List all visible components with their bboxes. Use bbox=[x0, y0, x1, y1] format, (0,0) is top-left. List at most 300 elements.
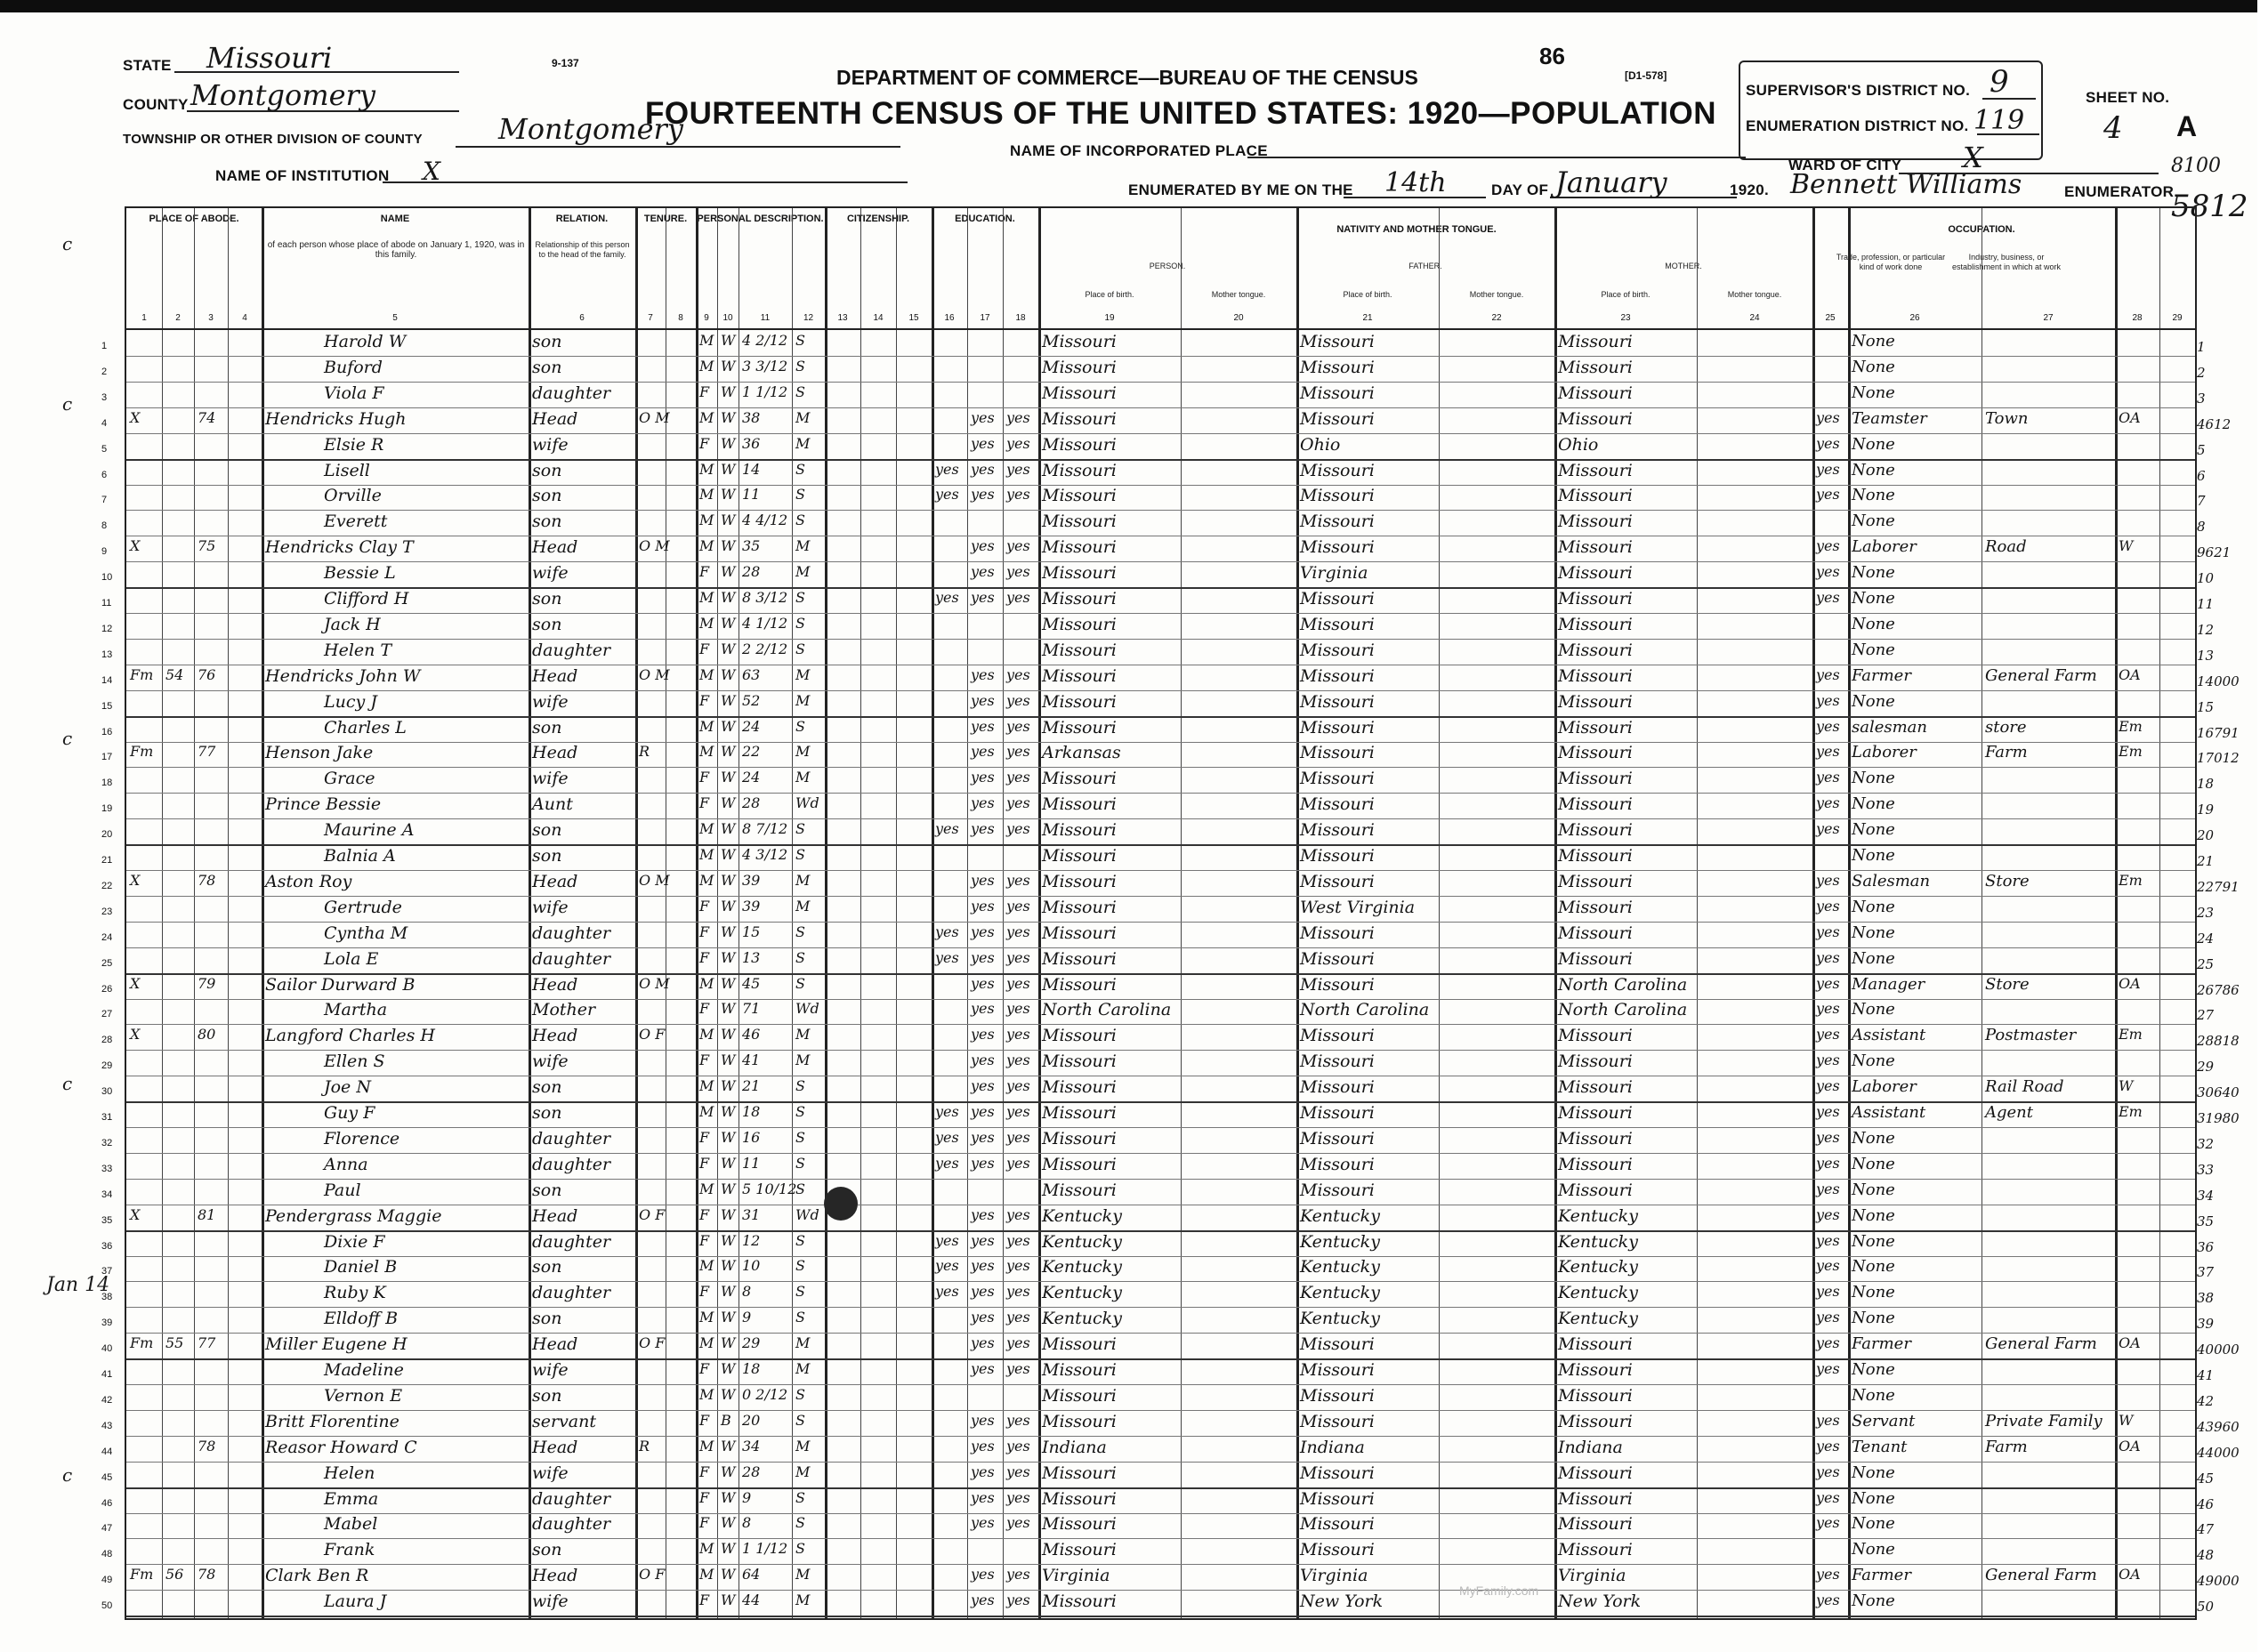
name-cell: Vernon E bbox=[324, 1385, 403, 1406]
read-cell: yes bbox=[971, 1334, 995, 1352]
employer-cell: OA bbox=[2119, 974, 2141, 992]
sheet-side: A bbox=[2176, 110, 2198, 142]
father-birthplace-cell: Virginia bbox=[1300, 1566, 1368, 1586]
occupation-cell: None bbox=[1852, 691, 1895, 711]
abode-mark-cell: Fm bbox=[130, 1334, 154, 1352]
mother-mother-tongue: Mother tongue. bbox=[1727, 290, 1782, 299]
line-number: 45 bbox=[101, 1471, 113, 1483]
table-row bbox=[101, 1590, 2215, 1617]
mother-birthplace-cell: Kentucky bbox=[1558, 1257, 1638, 1277]
relation-cell: wife bbox=[532, 1052, 569, 1072]
mother-birthplace-cell: Missouri bbox=[1558, 717, 1633, 737]
relation-cell: Head bbox=[532, 1437, 578, 1457]
relation-cell: son bbox=[532, 357, 562, 377]
age-cell: 22 bbox=[742, 743, 761, 761]
mother-birthplace-cell: Missouri bbox=[1558, 820, 1633, 841]
right-margin-note: 37 bbox=[2197, 1264, 2215, 1281]
race-cell: W bbox=[721, 691, 736, 709]
read-cell: yes bbox=[971, 1231, 995, 1249]
occupation-cell: None bbox=[1852, 1385, 1895, 1405]
father-birthplace-cell: Missouri bbox=[1300, 589, 1375, 608]
column-number: 11 bbox=[760, 313, 771, 323]
write-cell: yes bbox=[1006, 923, 1030, 940]
write-cell: yes bbox=[1006, 948, 1030, 966]
age-cell: 35 bbox=[742, 537, 761, 555]
column-number: 15 bbox=[908, 313, 919, 323]
right-margin-note: 39 bbox=[2197, 1316, 2215, 1333]
father-birthplace-cell: Missouri bbox=[1300, 460, 1375, 480]
column-number: 18 bbox=[1015, 313, 1026, 323]
father-birthplace-cell: Missouri bbox=[1300, 486, 1375, 506]
birthplace-cell: Missouri bbox=[1042, 1463, 1117, 1483]
tenure-cell: O M bbox=[639, 408, 670, 426]
write-cell: yes bbox=[1006, 434, 1030, 452]
scan-border bbox=[0, 0, 2257, 12]
table-row bbox=[101, 998, 2215, 1025]
mother-birthplace-cell: North Carolina bbox=[1558, 1000, 1688, 1020]
age-cell: 5 10/12 bbox=[742, 1180, 797, 1197]
tenure-cell: O M bbox=[639, 974, 670, 992]
occupation-cell: None bbox=[1852, 846, 1895, 865]
group-relation: RELATION. bbox=[555, 214, 609, 224]
relation-cell: wife bbox=[532, 563, 569, 584]
line-number: 24 bbox=[101, 931, 113, 943]
father-birthplace-cell: Missouri bbox=[1300, 383, 1375, 403]
line-number: 11 bbox=[101, 598, 112, 608]
sex-cell: F bbox=[699, 1128, 710, 1146]
name-cell: Pendergrass Maggie bbox=[265, 1205, 442, 1226]
age-cell: 2 2/12 bbox=[742, 640, 788, 657]
family-number-cell: 78 bbox=[198, 871, 216, 889]
write-cell: yes bbox=[1006, 537, 1030, 555]
occupation-cell: None bbox=[1852, 1488, 1895, 1508]
sex-cell: F bbox=[699, 1052, 710, 1069]
speaks-english-cell: yes bbox=[1816, 1000, 1840, 1018]
sex-cell: M bbox=[699, 1180, 714, 1197]
corner-note: 8100 bbox=[2171, 155, 2221, 177]
column-number: 27 bbox=[2043, 313, 2054, 323]
birthplace-cell: Missouri bbox=[1042, 665, 1117, 686]
occupation-cell: None bbox=[1852, 1309, 1895, 1328]
sex-cell: M bbox=[699, 974, 714, 992]
race-cell: W bbox=[721, 1000, 736, 1018]
jan-margin-note: Jan 14 bbox=[46, 1274, 110, 1296]
abode-mark-cell: X bbox=[130, 871, 141, 889]
relation-cell: Mother bbox=[532, 1000, 596, 1020]
dwelling-number-cell: 56 bbox=[165, 1566, 184, 1584]
speaks-english-cell: yes bbox=[1816, 1463, 1840, 1480]
table-row bbox=[101, 1255, 2215, 1282]
table-row bbox=[101, 1462, 2215, 1489]
right-margin-note: 38 bbox=[2197, 1290, 2215, 1307]
race-cell: W bbox=[721, 614, 736, 632]
tenure-cell: R bbox=[639, 1437, 650, 1455]
employer-cell: Em bbox=[2119, 743, 2143, 761]
marital-status-cell: M bbox=[795, 897, 811, 915]
marital-status-cell: S bbox=[795, 1385, 805, 1403]
mother-birthplace-cell: Missouri bbox=[1558, 486, 1633, 506]
occupation-cell: None bbox=[1852, 589, 1895, 608]
race-cell: W bbox=[721, 1334, 736, 1352]
birthplace-cell: Virginia bbox=[1042, 1566, 1110, 1586]
column-number: 14 bbox=[873, 313, 884, 323]
birthplace-cell: Kentucky bbox=[1042, 1231, 1122, 1252]
father-birthplace-cell: Missouri bbox=[1300, 332, 1375, 351]
birthplace-cell: Missouri bbox=[1042, 383, 1117, 403]
sex-cell: M bbox=[699, 717, 714, 735]
write-cell: yes bbox=[1006, 691, 1030, 709]
speaks-english-cell: yes bbox=[1816, 769, 1840, 786]
name-cell: Charles L bbox=[324, 717, 407, 737]
father-birthplace-cell: Missouri bbox=[1300, 357, 1375, 377]
speaks-english-cell: yes bbox=[1816, 537, 1840, 555]
relation-cell: wife bbox=[532, 1360, 569, 1380]
margin-mark-3: c bbox=[62, 728, 73, 749]
age-cell: 28 bbox=[742, 794, 761, 812]
speaks-english-cell: yes bbox=[1816, 1334, 1840, 1352]
table-row bbox=[101, 1179, 2215, 1205]
form-code: [D1-578] bbox=[1625, 69, 1667, 82]
tenure-cell: R bbox=[639, 743, 650, 761]
race-cell: W bbox=[721, 563, 736, 581]
margin-mark-1: c bbox=[62, 233, 73, 254]
table-row bbox=[101, 1384, 2215, 1411]
industry-cell: Town bbox=[1985, 408, 2029, 428]
birthplace-cell: North Carolina bbox=[1042, 1000, 1172, 1020]
father-birthplace-cell: Missouri bbox=[1300, 1360, 1375, 1380]
employer-cell: OA bbox=[2119, 408, 2141, 426]
line-number: 23 bbox=[101, 906, 113, 917]
right-margin-note: 21 bbox=[2197, 853, 2215, 869]
line-number: 39 bbox=[101, 1318, 113, 1329]
line-number: 40 bbox=[101, 1343, 113, 1355]
right-margin-note: 29 bbox=[2197, 1059, 2215, 1076]
father-birthplace-cell: Missouri bbox=[1300, 1103, 1375, 1123]
sex-cell: M bbox=[699, 1437, 714, 1455]
group-tenure: TENURE. bbox=[643, 214, 688, 224]
line-number: 27 bbox=[101, 1009, 113, 1020]
occupation-cell: None bbox=[1852, 897, 1895, 916]
marital-status-cell: M bbox=[795, 1437, 811, 1455]
table-row bbox=[101, 973, 2240, 1000]
dwelling-number-cell: 55 bbox=[165, 1334, 184, 1352]
marital-status-cell: S bbox=[795, 512, 805, 529]
relation-cell: son bbox=[532, 1103, 562, 1123]
column-number: 20 bbox=[1233, 313, 1244, 323]
industry-subhead: Industry, business, or establishment in which at work bbox=[1951, 253, 2062, 271]
father-birthplace-cell: Missouri bbox=[1300, 1077, 1375, 1098]
read-cell: yes bbox=[971, 1566, 995, 1584]
line-number: 2 bbox=[101, 366, 108, 377]
read-cell: yes bbox=[971, 1437, 995, 1455]
sex-cell: M bbox=[699, 1077, 714, 1095]
birthplace-cell: Missouri bbox=[1042, 974, 1117, 995]
father-birthplace-cell: Missouri bbox=[1300, 1154, 1375, 1174]
age-cell: 1 1/12 bbox=[742, 383, 788, 400]
mother-birthplace-cell: Missouri bbox=[1558, 1411, 1633, 1431]
relation-cell: Head bbox=[532, 974, 578, 995]
family-number-cell: 79 bbox=[198, 974, 216, 992]
mother-birthplace-cell: Kentucky bbox=[1558, 1205, 1638, 1226]
father-birthplace-cell: Missouri bbox=[1300, 717, 1375, 737]
occupation-cell: None bbox=[1852, 1205, 1895, 1225]
birthplace-cell: Kentucky bbox=[1042, 1205, 1122, 1226]
father-birthplace-cell: North Carolina bbox=[1300, 1000, 1430, 1020]
race-cell: W bbox=[721, 846, 736, 863]
margin-mark-2: c bbox=[62, 393, 73, 415]
table-row bbox=[101, 1153, 2215, 1180]
birthplace-cell: Missouri bbox=[1042, 1154, 1117, 1174]
sex-cell: F bbox=[699, 563, 710, 581]
right-margin-note: 5 bbox=[2197, 441, 2206, 458]
sex-cell: M bbox=[699, 332, 714, 349]
write-cell: yes bbox=[1006, 769, 1030, 786]
marital-status-cell: M bbox=[795, 1334, 811, 1352]
mother-birthplace-cell: Missouri bbox=[1558, 948, 1633, 969]
column-number: 1 bbox=[141, 313, 147, 323]
right-margin-note: 3 bbox=[2197, 390, 2206, 407]
relation-cell: daughter bbox=[532, 948, 611, 969]
attended-school-cell: yes bbox=[935, 820, 959, 838]
mother-birthplace-cell: Missouri bbox=[1558, 1334, 1633, 1355]
family-number-cell: 78 bbox=[198, 1437, 216, 1455]
mother-birthplace-cell: Missouri bbox=[1558, 614, 1633, 634]
father-birthplace-cell: Missouri bbox=[1300, 537, 1375, 558]
sex-cell: M bbox=[699, 486, 714, 504]
sex-cell: M bbox=[699, 537, 714, 555]
write-cell: yes bbox=[1006, 1000, 1030, 1018]
age-cell: 29 bbox=[742, 1334, 761, 1352]
father-birthplace-cell: Missouri bbox=[1300, 948, 1375, 969]
employer-cell: OA bbox=[2119, 1566, 2141, 1584]
table-row bbox=[101, 1230, 2215, 1257]
attended-school-cell: yes bbox=[935, 1283, 959, 1301]
relation-cell: Head bbox=[532, 1205, 578, 1226]
line-number: 28 bbox=[101, 1035, 113, 1046]
write-cell: yes bbox=[1006, 1360, 1030, 1377]
speaks-english-cell: yes bbox=[1816, 794, 1840, 812]
write-cell: yes bbox=[1006, 460, 1030, 478]
read-cell: yes bbox=[971, 1000, 995, 1018]
column-number: 29 bbox=[2172, 313, 2183, 323]
race-cell: W bbox=[721, 1360, 736, 1377]
age-cell: 8 bbox=[742, 1514, 752, 1532]
mother-birthplace-cell: Missouri bbox=[1558, 460, 1633, 480]
birthplace-cell: Missouri bbox=[1042, 923, 1117, 943]
mother-birthplace-cell: Missouri bbox=[1558, 691, 1633, 712]
speaks-english-cell: yes bbox=[1816, 434, 1840, 452]
write-cell: yes bbox=[1006, 1257, 1030, 1275]
age-cell: 71 bbox=[742, 1000, 761, 1018]
write-cell: yes bbox=[1006, 1077, 1030, 1095]
father-birthplace-cell: Missouri bbox=[1300, 871, 1375, 891]
industry-cell: Store bbox=[1985, 974, 2030, 994]
table-row bbox=[101, 459, 2206, 486]
sex-cell: M bbox=[699, 1385, 714, 1403]
mother-birthplace-cell: Missouri bbox=[1558, 1180, 1633, 1200]
abode-mark-cell: Fm bbox=[130, 743, 154, 761]
page-number: 86 bbox=[1539, 43, 1565, 69]
county-value: Montgomery bbox=[190, 78, 375, 112]
supervisor-value: 9 bbox=[1990, 64, 2009, 100]
family-number-cell: 78 bbox=[198, 1566, 216, 1584]
line-number: 17 bbox=[101, 752, 113, 763]
census-title: FOURTEENTH CENSUS OF THE UNITED STATES: 1920—POPULATION bbox=[645, 96, 1716, 131]
mother-birthplace-cell: Missouri bbox=[1558, 357, 1633, 377]
right-margin-note: 2 bbox=[2197, 364, 2206, 381]
read-cell: yes bbox=[971, 820, 995, 838]
census-rows bbox=[101, 330, 2240, 1618]
line-number: 36 bbox=[101, 1240, 113, 1252]
margin-mark-4: c bbox=[62, 1073, 73, 1094]
line-number: 30 bbox=[101, 1086, 113, 1098]
name-cell: Paul bbox=[324, 1180, 361, 1200]
race-cell: W bbox=[721, 1205, 736, 1223]
line-number: 5 bbox=[101, 443, 108, 455]
industry-cell: Store bbox=[1985, 871, 2030, 890]
race-cell: W bbox=[721, 460, 736, 478]
person-mother-tongue: Mother tongue. bbox=[1211, 290, 1266, 299]
sex-cell: M bbox=[699, 1257, 714, 1275]
write-cell: yes bbox=[1006, 1205, 1030, 1223]
sex-cell: F bbox=[699, 383, 710, 400]
table-row bbox=[101, 330, 2206, 357]
occupation-cell: Laborer bbox=[1852, 1077, 1917, 1097]
column-number: 6 bbox=[579, 313, 585, 323]
line-number: 20 bbox=[101, 829, 113, 841]
right-margin-note: 31980 bbox=[2197, 1110, 2240, 1126]
sex-cell: M bbox=[699, 820, 714, 838]
marital-status-cell: M bbox=[795, 1592, 811, 1609]
right-margin-note: 35 bbox=[2197, 1213, 2215, 1229]
age-cell: 11 bbox=[742, 486, 761, 504]
read-cell: yes bbox=[971, 408, 995, 426]
relation-cell: daughter bbox=[532, 1283, 611, 1303]
age-cell: 63 bbox=[742, 665, 761, 683]
age-cell: 3 3/12 bbox=[742, 357, 788, 375]
occupation-cell: None bbox=[1852, 460, 1895, 479]
birthplace-cell: Missouri bbox=[1042, 794, 1117, 815]
sex-cell: M bbox=[699, 846, 714, 863]
name-cell: Aston Roy bbox=[265, 871, 352, 891]
relation-cell: Head bbox=[532, 871, 578, 891]
sex-cell: F bbox=[699, 1514, 710, 1532]
age-cell: 16 bbox=[742, 1128, 761, 1146]
speaks-english-cell: yes bbox=[1816, 460, 1840, 478]
watermark: MyFamily.com bbox=[1459, 1584, 1539, 1598]
table-row bbox=[101, 665, 2240, 691]
marital-status-cell: S bbox=[795, 589, 805, 606]
table-row bbox=[101, 561, 2215, 589]
right-margin-note: 36 bbox=[2197, 1238, 2215, 1255]
line-number: 35 bbox=[101, 1214, 113, 1226]
group-education: EDUCATION. bbox=[955, 214, 1015, 224]
name-cell: Everett bbox=[324, 512, 388, 532]
right-margin-note: 25 bbox=[2197, 955, 2215, 972]
write-cell: yes bbox=[1006, 1566, 1030, 1584]
right-margin-note: 10 bbox=[2197, 570, 2215, 587]
father-birthplace-cell: Missouri bbox=[1300, 1514, 1375, 1535]
write-cell: yes bbox=[1006, 1592, 1030, 1609]
attended-school-cell: yes bbox=[935, 460, 959, 478]
father-place-of-birth: Place of birth. bbox=[1343, 290, 1392, 299]
name-cell: Daniel B bbox=[324, 1257, 398, 1277]
marital-status-cell: S bbox=[795, 1514, 805, 1532]
abode-mark-cell: X bbox=[130, 1026, 141, 1044]
line-number: 33 bbox=[101, 1163, 113, 1174]
write-cell: yes bbox=[1006, 408, 1030, 426]
read-cell: yes bbox=[971, 589, 995, 606]
read-cell: yes bbox=[971, 1257, 995, 1275]
abode-mark-cell: X bbox=[130, 408, 141, 426]
table-row bbox=[101, 536, 2232, 562]
relation-cell: son bbox=[532, 1385, 562, 1406]
mother-birthplace-cell: Missouri bbox=[1558, 537, 1633, 558]
family-number-cell: 75 bbox=[198, 537, 216, 555]
occupation-cell: None bbox=[1852, 923, 1895, 942]
name-cell: Henson Jake bbox=[265, 743, 374, 763]
birthplace-cell: Missouri bbox=[1042, 537, 1117, 558]
sex-cell: F bbox=[699, 1283, 710, 1301]
speaks-english-cell: yes bbox=[1816, 717, 1840, 735]
occupation-cell: None bbox=[1852, 1540, 1895, 1559]
table-row bbox=[101, 767, 2215, 794]
write-cell: yes bbox=[1006, 1128, 1030, 1146]
occupation-cell: Farmer bbox=[1852, 1334, 1911, 1354]
father-birthplace-cell: Missouri bbox=[1300, 1128, 1375, 1148]
birthplace-cell: Missouri bbox=[1042, 846, 1117, 866]
occupation-cell: None bbox=[1852, 948, 1895, 968]
marital-status-cell: S bbox=[795, 717, 805, 735]
age-cell: 24 bbox=[742, 769, 761, 786]
sex-cell: F bbox=[699, 640, 710, 657]
birthplace-cell: Missouri bbox=[1042, 897, 1117, 917]
name-cell: Harold W bbox=[324, 332, 407, 351]
sex-cell: F bbox=[699, 1411, 710, 1429]
dwelling-number-cell: 54 bbox=[165, 665, 184, 683]
relation-cell: son bbox=[532, 717, 562, 737]
race-cell: W bbox=[721, 871, 736, 889]
sex-cell: F bbox=[699, 794, 710, 812]
name-cell: Prince Bessie bbox=[265, 794, 382, 815]
write-cell: yes bbox=[1006, 871, 1030, 889]
father-birthplace-cell: Missouri bbox=[1300, 665, 1375, 686]
table-row bbox=[101, 1487, 2215, 1514]
relation-cell: daughter bbox=[532, 923, 611, 943]
speaks-english-cell: yes bbox=[1816, 1283, 1840, 1301]
enumerator-label: ENUMERATOR. bbox=[2064, 183, 2179, 200]
read-cell: yes bbox=[971, 1283, 995, 1301]
column-number: 13 bbox=[837, 313, 848, 323]
birthplace-cell: Missouri bbox=[1042, 512, 1117, 532]
race-cell: W bbox=[721, 1128, 736, 1146]
age-cell: 18 bbox=[742, 1360, 761, 1377]
mother-birthplace-cell: Missouri bbox=[1558, 743, 1633, 763]
speaks-english-cell: yes bbox=[1816, 1411, 1840, 1429]
table-row bbox=[101, 1512, 2215, 1539]
occupation-cell: None bbox=[1852, 1360, 1895, 1379]
race-cell: W bbox=[721, 665, 736, 683]
speaks-english-cell: yes bbox=[1816, 871, 1840, 889]
relation-cell: wife bbox=[532, 1592, 569, 1612]
name-cell: Maurine A bbox=[324, 820, 415, 841]
read-cell: yes bbox=[971, 769, 995, 786]
write-cell: yes bbox=[1006, 1231, 1030, 1249]
birthplace-cell: Arkansas bbox=[1042, 743, 1121, 763]
attended-school-cell: yes bbox=[935, 589, 959, 606]
industry-cell: Farm bbox=[1985, 743, 2028, 762]
family-number-cell: 76 bbox=[198, 665, 216, 683]
